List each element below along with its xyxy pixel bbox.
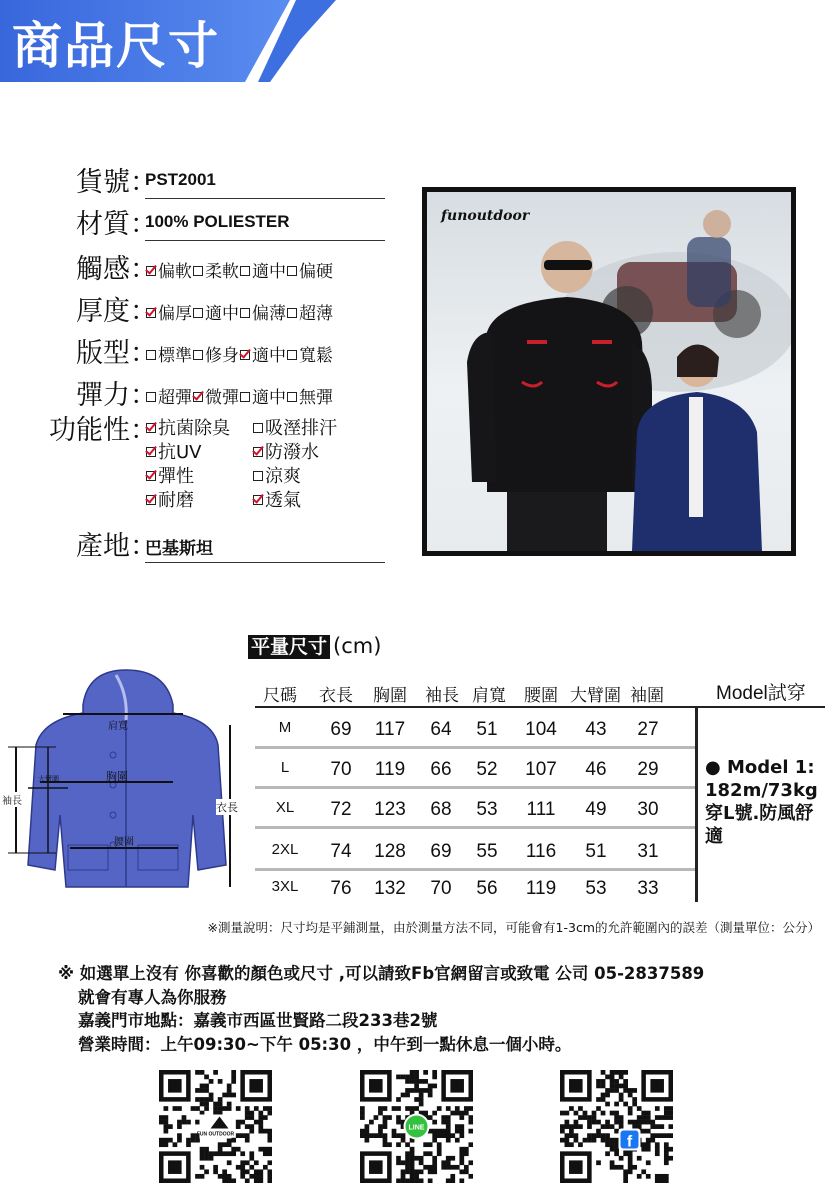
jacket-diagram [2, 665, 248, 895]
feel-options [145, 257, 333, 282]
option-label: 抗菌除臭 [158, 418, 230, 439]
table-cell: 2XL [271, 841, 299, 858]
table-cell: 66 [430, 759, 452, 780]
table-cell: 104 [525, 719, 557, 740]
checkbox [193, 392, 203, 402]
column-header: 袖長 [425, 686, 459, 706]
option-label: 超彈 [158, 388, 192, 408]
table-cell: 68 [430, 799, 452, 820]
header-banner [0, 0, 832, 82]
column-header: 肩寬 [472, 686, 506, 706]
contact-line: ※ 如選單上沒有 你喜歡的顏色或尺寸 ,可以請致Fb官網留言或致電 公司 05-2837589 [58, 964, 705, 983]
table-cell: 70 [430, 878, 452, 899]
underline [145, 198, 385, 199]
function-option [252, 486, 301, 512]
spec-feel [0, 247, 400, 287]
table-cell: 29 [637, 759, 659, 780]
spec-label: 產地 [76, 531, 130, 562]
checkbox [253, 471, 263, 481]
spec-label: 材質 [76, 209, 130, 240]
sleeve-label: 袖長 [2, 792, 22, 807]
table-cell: 128 [374, 841, 406, 862]
checkbox [146, 423, 156, 433]
origin-value: 巴基斯坦 [145, 539, 213, 558]
spec-origin [0, 524, 400, 564]
function-option [145, 418, 230, 439]
table-divider [695, 708, 698, 902]
bullet: ● [705, 757, 721, 778]
table-cell: 27 [637, 719, 659, 740]
option-label: 修身 [205, 346, 239, 366]
upper-arm-label: 大臂圍 [38, 775, 59, 783]
option-label: 防潑水 [265, 442, 319, 463]
table-cell: 51 [476, 719, 498, 740]
checkbox [193, 266, 203, 276]
spec-item-no [0, 160, 400, 200]
checkbox [287, 392, 297, 402]
function-option [145, 466, 194, 487]
checkbox [146, 266, 156, 276]
column-header: 袖圍 [630, 686, 664, 706]
checkbox [146, 495, 156, 505]
table-cell: 123 [374, 799, 406, 820]
colon: ： [130, 415, 157, 446]
thickness-options [145, 299, 333, 324]
table-cell: 46 [585, 759, 607, 780]
option-label: 涼爽 [265, 466, 301, 487]
function-row [145, 414, 337, 439]
model-text: Model 1: 182m/73kg 穿L號.防風舒適 [705, 757, 818, 847]
checkbox [146, 350, 156, 360]
colon: ： [130, 296, 157, 327]
checkbox [193, 308, 203, 318]
colon: ： [130, 531, 157, 562]
model-illustration [427, 192, 791, 551]
table-cell: 3XL [271, 878, 299, 895]
column-header: 衣長 [319, 686, 353, 706]
contact-info [58, 962, 704, 1056]
length-label: 衣長 [216, 801, 238, 814]
option-label: 柔軟 [205, 262, 239, 282]
page-title: 商品尺寸 [12, 17, 220, 75]
colon: ： [130, 167, 157, 198]
option-label: 適中 [252, 346, 286, 366]
function-row [145, 486, 301, 511]
checkbox [240, 350, 250, 360]
table-cell: 117 [374, 719, 406, 740]
function-option [145, 442, 202, 463]
option-label: 吸溼排汗 [265, 418, 337, 439]
brand-logo: funoutdoor [441, 208, 530, 224]
option-label: 耐磨 [158, 490, 194, 511]
table-cell: 51 [585, 841, 607, 862]
table-cell: 74 [330, 841, 352, 862]
svg-text:f: f [626, 1133, 633, 1151]
qr-code-line[interactable] [360, 1070, 473, 1183]
contact-line: 就會有專人為你服務 [78, 987, 227, 1007]
qr-code-funoutdoor[interactable] [159, 1070, 272, 1183]
table-cell: 56 [476, 878, 498, 899]
table-cell: 30 [637, 799, 659, 820]
spec-elasticity [0, 373, 400, 413]
colon: ： [130, 380, 157, 411]
function-row [145, 462, 301, 487]
function-option [145, 490, 194, 511]
checkbox [193, 350, 203, 360]
checkbox [146, 471, 156, 481]
table-cell: 70 [330, 759, 352, 780]
function-option [252, 462, 301, 488]
table-cell: 53 [476, 799, 498, 820]
option-label: 標準 [158, 346, 192, 366]
option-label: 偏薄 [252, 304, 286, 324]
checkbox [146, 447, 156, 457]
table-cell: 132 [374, 878, 406, 899]
checkbox [253, 495, 263, 505]
table-cell: 43 [585, 719, 607, 740]
checkbox [287, 350, 297, 360]
option-label: 偏硬 [299, 262, 333, 282]
spec-fit [0, 331, 400, 371]
table-top-line [255, 706, 825, 708]
waist-label: 腰圍 [114, 837, 134, 848]
checkbox [253, 423, 263, 433]
table-cell: 55 [476, 841, 498, 862]
function-option [252, 414, 337, 440]
checkbox [240, 266, 250, 276]
table-unit: (cm) [333, 634, 382, 658]
option-label: 超薄 [299, 304, 333, 324]
store-address: 嘉義門市地點：嘉義市西區世賢路二段233巷2號 [78, 1011, 438, 1030]
table-cell: 69 [330, 719, 352, 740]
checkbox [287, 308, 297, 318]
function-options [145, 414, 337, 511]
material-value: 100% POLIESTER [145, 212, 290, 231]
qr-code-facebook[interactable] [560, 1070, 673, 1183]
spec-label: 功能性 [49, 415, 130, 446]
option-label: 抗UV [158, 442, 202, 463]
table-cell: XL [275, 799, 295, 816]
table-cell: 72 [330, 799, 352, 820]
underline [145, 240, 385, 241]
spec-label: 觸感 [76, 254, 130, 285]
option-label: 寬鬆 [299, 346, 333, 366]
column-header: 大臂圍 [570, 686, 621, 706]
table-cell: M [278, 719, 292, 736]
measurement-note: ※測量說明：尺寸均是平鋪測量，由於測量方法不同，可能會有1-3cm的允許範圍內的誤差（測量單位：公分） [207, 920, 820, 935]
table-cell: 33 [637, 878, 659, 899]
function-option [252, 438, 319, 464]
option-label: 適中 [252, 262, 286, 282]
model-info [705, 756, 830, 848]
function-row [145, 438, 319, 463]
option-label: 微彈 [205, 388, 239, 408]
colon: ： [130, 254, 157, 285]
option-label: 適中 [205, 304, 239, 324]
table-cell: 69 [430, 841, 452, 862]
fit-options [145, 341, 333, 366]
table-cell: 76 [330, 878, 352, 899]
checkbox [146, 392, 156, 402]
row-divider [255, 746, 695, 749]
chest-label: 胸圍 [106, 770, 128, 783]
checkbox [240, 392, 250, 402]
column-header: 腰圍 [524, 686, 558, 706]
option-label: 透氣 [265, 490, 301, 511]
colon: ： [130, 338, 157, 369]
svg-text:FUN OUTDOOR: FUN OUTDOOR [196, 1131, 235, 1138]
checkbox [146, 308, 156, 318]
colon: ： [130, 209, 157, 240]
size-table-title [248, 632, 381, 659]
spec-label: 厚度 [76, 296, 130, 327]
elasticity-options [145, 383, 333, 408]
svg-text:LINE: LINE [408, 1124, 425, 1132]
row-divider [255, 826, 695, 829]
table-cell: 107 [525, 759, 557, 780]
spec-thickness [0, 289, 400, 329]
option-label: 適中 [252, 388, 286, 408]
business-hours: 營業時間：上午09:30~下午 05:30 ，中午到一點休息一個小時。 [78, 1034, 572, 1054]
table-title-label: 平量尺寸 [248, 635, 330, 659]
checkbox [253, 447, 263, 457]
table-cell: 111 [526, 799, 556, 820]
table-cell: 119 [374, 759, 406, 780]
model-header: Model試穿 [716, 683, 806, 704]
table-cell: 116 [525, 841, 557, 862]
option-label: 偏軟 [158, 262, 192, 282]
underline [145, 562, 385, 563]
spec-label: 彈力 [76, 380, 130, 411]
column-header: 尺碼 [263, 686, 297, 706]
checkbox [287, 266, 297, 276]
column-header: 胸圍 [373, 686, 407, 706]
shoulder-label: 肩寬 [108, 721, 128, 732]
spec-material [0, 202, 400, 242]
product-photo [422, 187, 796, 556]
item-number: PST2001 [145, 170, 216, 189]
checkbox [240, 308, 250, 318]
table-cell: 53 [585, 878, 607, 899]
option-label: 彈性 [158, 466, 194, 487]
spec-label: 貨號 [76, 167, 130, 198]
table-cell: 64 [430, 719, 452, 740]
table-cell: 31 [637, 841, 659, 862]
option-label: 偏厚 [158, 304, 192, 324]
spec-label: 版型 [76, 338, 130, 369]
row-divider [255, 786, 695, 789]
table-cell: 49 [585, 799, 607, 820]
table-cell: 52 [476, 759, 498, 780]
option-label: 無彈 [299, 388, 333, 408]
table-cell: 119 [525, 878, 557, 899]
table-cell: L [280, 759, 290, 776]
row-divider [255, 868, 695, 871]
